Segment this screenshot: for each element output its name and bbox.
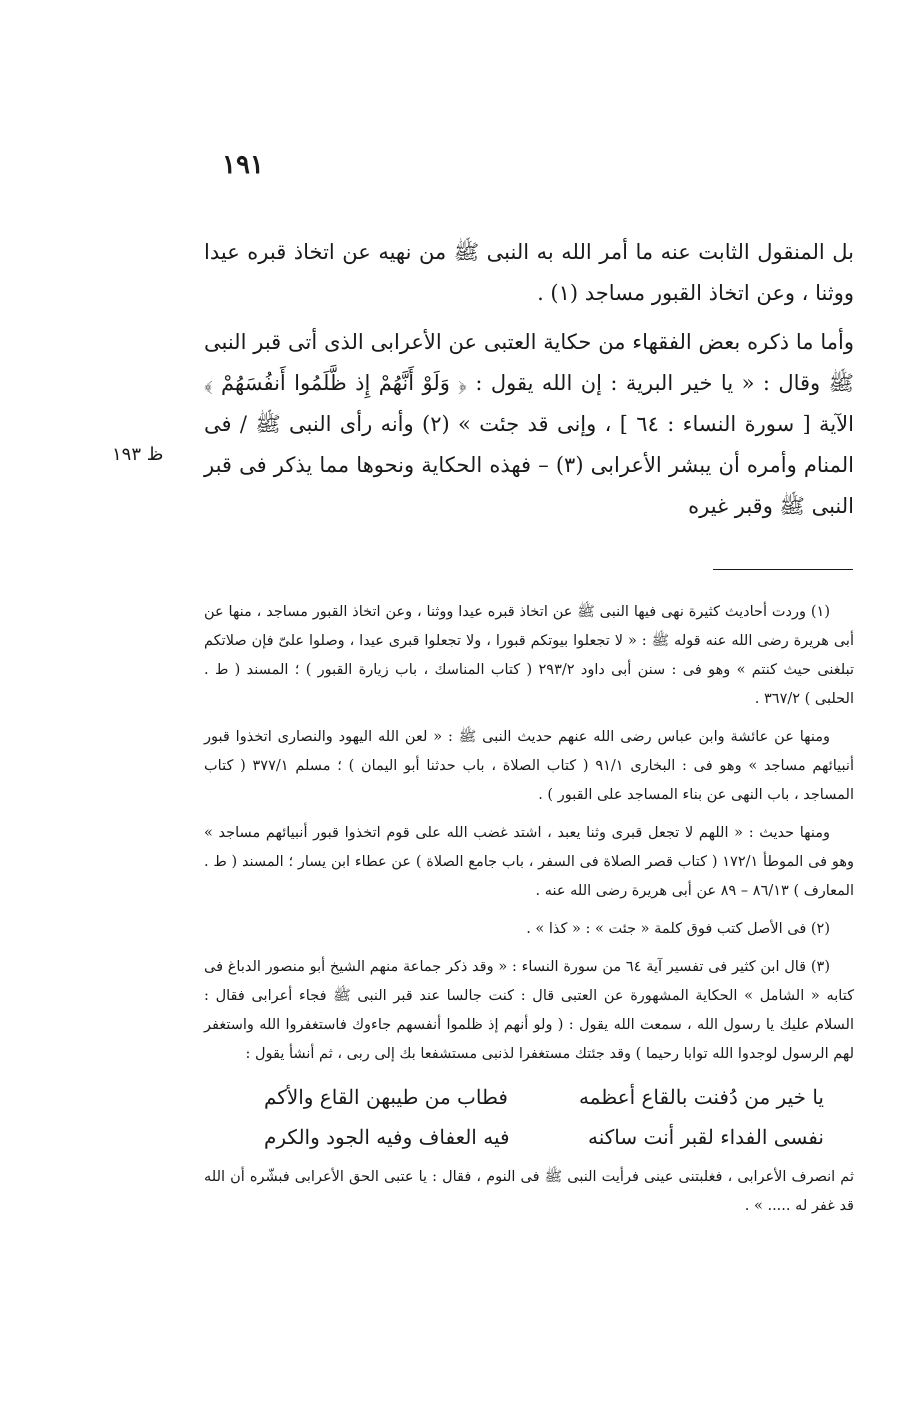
poem-hemistich-second: فيه العفاف وفيه الجود والكرم [264, 1125, 510, 1149]
footnote-1-a: (١) وردت أحاديث كثيرة نهى فيها النبى ﷺ عن اتخاذ قبره عيدا ووثنا ، وعن اتخاذ القبور مساجد ، منها عن أبى هريرة رضى الله عنه قوله ﷺ : « لا تجعلوا بيوتكم قبورا ، ولا تجعلوا قبرى عيدا ، وصلوا علىّ فإن صلاتكم تبلغنى حيث كنتم » وهو فى : سنن أبى داود ٢٩٣/٢ ( كتاب المناسك ، باب زيارة القبور ) ؛ المسند ( ط . الحلبى ) ٣٦٧/٢ . [204, 604, 854, 707]
page-number: ١٩١ [222, 150, 264, 180]
main-text [204, 232, 854, 527]
footnote-2: (٢) فى الأصل كتب فوق كلمة « جئت » : « كذا » . [526, 921, 830, 937]
margin-note: ظ ١٩٣ [112, 444, 164, 465]
footnote-3-outro: ثم انصرف الأعرابى ، فغلبتنى عينى فرأيت النبى ﷺ فى النوم ، فقال : يا عتبى الحق الأعرابى فبشّره أن الله قد غفر له ..... » . [204, 1169, 854, 1214]
footnote-3-intro: (٣) قال ابن كثير فى تفسير آية ٦٤ من سورة النساء : « وقد ذكر جماعة منهم الشيخ أبو منصور الدباغ فى كتابه « الشامل » الحكاية المشهورة عن العتبى قال : كنت جالسا عند قبر النبى ﷺ فجاء أعرابى فقال : السلام عليك يا رسول الله ، سمعت الله يقول : ( ولو أنهم إذ ظلموا أنفسهم جاءوك فاستغفروا الله واستغفر لهم الرسول لوجدوا الله توابا رحيما ) وقد جئتك مستغفرا لذنبى مستشفعا بك إلى ربى ، ثم أنشأ يقول : [204, 959, 854, 1062]
footnote-1-c: ومنها حديث : « اللهم لا تجعل قبرى وثنا يعبد ، اشتد غضب الله على قوم اتخذوا قبور أنبيائهم مساجد » وهو فى الموطأ ١٧٢/١ ( كتاب قصر الصلاة فى السفر ، باب جامع الصلاة ) عن عطاء ابن يسار ؛ المسند ( ط . المعارف ) ٨٦/١٣ – ٨٩ عن أبى هريرة رضى الله عنه . [204, 825, 855, 899]
poem-hemistich-first: يا خير من دُفنت بالقاع أعظمه [578, 1085, 824, 1109]
main-paragraph-2: وأما ما ذكره بعض الفقهاء من حكاية العتبى عن الأعرابى الذى أتى قبر النبى ﷺ وقال : « يا خير البرية : إن الله يقول : ﴿ وَلَوْ أَنَّهُمْ إِذ ظَّلَمُوا أَنفُسَهُمْ ﴾ الآية [ سورة النساء : ٦٤ ] ، وإنى قد جئت » (٢) وأنه رأى النبى ﷺ / فى المنام وأمره أن يبشر الأعرابى (٣) – فهذه الحكاية ونحوها مما يذكر فى قبر النبى ﷺ وقبر غيره [204, 330, 854, 518]
poem [204, 1077, 854, 1157]
poem-line [264, 1077, 824, 1117]
poem-hemistich-first: نفسى الفداء لقبر أنت ساكنه [587, 1125, 824, 1149]
poem-line [264, 1117, 824, 1157]
main-paragraph-1: بل المنقول الثابت عنه ما أمر الله به النبى ﷺ من نهيه عن اتخاذ قبره عيدا ووثنا ، وعن اتخاذ القبور مساجد (١) . [204, 240, 854, 305]
footnote-1-b: ومنها عن عائشة وابن عباس رضى الله عنهم حديث النبى ﷺ : « لعن الله اليهود والنصارى اتخذوا قبور أنبيائهم مساجد » وهو فى : البخارى ٩١/١ ( كتاب الصلاة ، باب حدثنا أبو اليمان ) ؛ مسلم ٣٧٧/١ ( كتاب المساجد ، باب النهى عن بناء المساجد على القبور ) . [204, 729, 854, 803]
poem-hemistich-second: فطاب من طيبهن القاع والأكم [264, 1085, 508, 1109]
footnotes [204, 598, 854, 1221]
footnote-separator [713, 569, 853, 570]
